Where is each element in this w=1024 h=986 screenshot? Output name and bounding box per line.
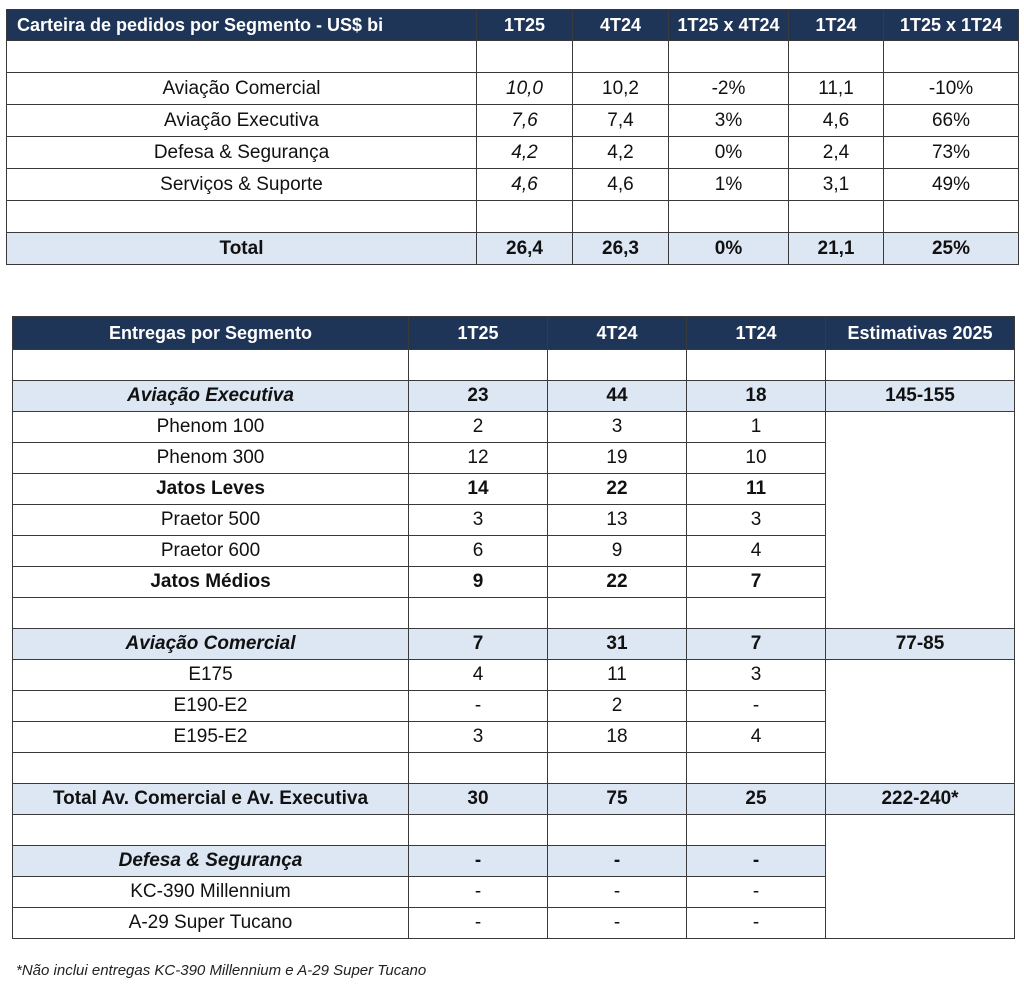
model-cell: Jatos Médios — [13, 567, 409, 598]
total-value: 30 — [409, 784, 548, 815]
backlog-header-1t25: 1T25 — [477, 10, 573, 41]
footnote: *Não inclui entregas KC-390 Millennium e A-29 Super Tucano — [16, 962, 427, 979]
model-cell: Jatos Leves — [13, 474, 409, 505]
deliveries-header-1t25: 1T25 — [409, 317, 548, 350]
value-cell: 7 — [687, 629, 826, 660]
total-value: 21,1 — [789, 233, 884, 265]
value-cell: 4,2 — [573, 137, 669, 169]
segment-subtotal-row — [13, 629, 1015, 660]
value-cell: 3,1 — [789, 169, 884, 201]
value-cell: 11,1 — [789, 73, 884, 105]
deliveries-table — [12, 316, 1015, 939]
segment-cell: Defesa & Segurança — [13, 846, 409, 877]
backlog-table — [6, 9, 1019, 265]
model-cell: E195-E2 — [13, 722, 409, 753]
value-cell: 7,6 — [477, 105, 573, 137]
segment-cell: Aviação Executiva — [7, 105, 477, 137]
segment-cell: Aviação Comercial — [13, 629, 409, 660]
value-cell: - — [409, 691, 548, 722]
value-cell: 3 — [409, 505, 548, 536]
value-cell: 1% — [669, 169, 789, 201]
grand-total-row — [13, 784, 1015, 815]
value-cell: 4,6 — [477, 169, 573, 201]
value-cell: - — [409, 846, 548, 877]
value-cell: 4 — [687, 536, 826, 567]
estimate-blank-cell — [826, 815, 1015, 939]
segment-cell: Defesa & Segurança — [7, 137, 477, 169]
total-value: 26,4 — [477, 233, 573, 265]
backlog-header-1t25x4t24: 1T25 x 4T24 — [669, 10, 789, 41]
value-cell: - — [409, 877, 548, 908]
table-row — [7, 105, 1019, 137]
value-cell: 9 — [548, 536, 687, 567]
value-cell: 0% — [669, 137, 789, 169]
estimate-cell: 222-240* — [826, 784, 1015, 815]
backlog-header-segment: Carteira de pedidos por Segmento - US$ bi — [7, 10, 477, 41]
value-cell: - — [548, 877, 687, 908]
value-cell: 23 — [409, 381, 548, 412]
value-cell: 11 — [548, 660, 687, 691]
value-cell: 7 — [409, 629, 548, 660]
model-cell: Praetor 600 — [13, 536, 409, 567]
blank-row — [13, 350, 1015, 381]
total-label: Total — [7, 233, 477, 265]
table-row — [13, 660, 1015, 691]
table-row — [13, 412, 1015, 443]
value-cell: 19 — [548, 443, 687, 474]
backlog-header-row — [7, 10, 1019, 41]
value-cell: - — [687, 877, 826, 908]
estimate-blank-cell — [826, 660, 1015, 784]
value-cell: 4 — [409, 660, 548, 691]
total-value: 26,3 — [573, 233, 669, 265]
value-cell: 66% — [884, 105, 1019, 137]
value-cell: 73% — [884, 137, 1019, 169]
backlog-header-1t25x1t24: 1T25 x 1T24 — [884, 10, 1019, 41]
value-cell: - — [548, 908, 687, 939]
table-row — [7, 137, 1019, 169]
value-cell: 3% — [669, 105, 789, 137]
model-cell: E175 — [13, 660, 409, 691]
value-cell: -2% — [669, 73, 789, 105]
blank-row — [13, 815, 1015, 846]
value-cell: 4 — [687, 722, 826, 753]
value-cell: 10,2 — [573, 73, 669, 105]
deliveries-header-4t24: 4T24 — [548, 317, 687, 350]
blank-row — [7, 41, 1019, 73]
segment-cell: Serviços & Suporte — [7, 169, 477, 201]
deliveries-header-estimates: Estimativas 2025 — [826, 317, 1015, 350]
value-cell: 4,2 — [477, 137, 573, 169]
value-cell: 31 — [548, 629, 687, 660]
value-cell: 10,0 — [477, 73, 573, 105]
value-cell: 22 — [548, 474, 687, 505]
value-cell: 44 — [548, 381, 687, 412]
value-cell: - — [687, 846, 826, 877]
model-cell: Phenom 100 — [13, 412, 409, 443]
table-row — [7, 169, 1019, 201]
value-cell: 2 — [409, 412, 548, 443]
value-cell: 4,6 — [789, 105, 884, 137]
model-cell: E190-E2 — [13, 691, 409, 722]
estimate-blank-cell — [826, 412, 1015, 629]
model-cell: A-29 Super Tucano — [13, 908, 409, 939]
value-cell: 9 — [409, 567, 548, 598]
total-row — [7, 233, 1019, 265]
segment-cell: Aviação Comercial — [7, 73, 477, 105]
value-cell: 3 — [548, 412, 687, 443]
total-value: 0% — [669, 233, 789, 265]
value-cell: 18 — [548, 722, 687, 753]
value-cell: 3 — [409, 722, 548, 753]
total-value: 25% — [884, 233, 1019, 265]
value-cell: 6 — [409, 536, 548, 567]
value-cell: 3 — [687, 505, 826, 536]
value-cell: 10 — [687, 443, 826, 474]
value-cell: 1 — [687, 412, 826, 443]
value-cell: - — [548, 846, 687, 877]
backlog-header-1t24: 1T24 — [789, 10, 884, 41]
value-cell: 4,6 — [573, 169, 669, 201]
model-cell: Phenom 300 — [13, 443, 409, 474]
value-cell: 2 — [548, 691, 687, 722]
value-cell: 7 — [687, 567, 826, 598]
value-cell: 2,4 — [789, 137, 884, 169]
total-value: 25 — [687, 784, 826, 815]
value-cell: 11 — [687, 474, 826, 505]
model-cell: KC-390 Millennium — [13, 877, 409, 908]
total-value: 75 — [548, 784, 687, 815]
value-cell: 3 — [687, 660, 826, 691]
value-cell: 7,4 — [573, 105, 669, 137]
deliveries-header-row — [13, 317, 1015, 350]
segment-cell: Aviação Executiva — [13, 381, 409, 412]
blank-row — [7, 201, 1019, 233]
value-cell: 22 — [548, 567, 687, 598]
value-cell: 49% — [884, 169, 1019, 201]
segment-subtotal-row — [13, 381, 1015, 412]
deliveries-header-segment: Entregas por Segmento — [13, 317, 409, 350]
value-cell: 18 — [687, 381, 826, 412]
deliveries-header-1t24: 1T24 — [687, 317, 826, 350]
value-cell: - — [687, 691, 826, 722]
table-row — [7, 73, 1019, 105]
value-cell: 13 — [548, 505, 687, 536]
value-cell: -10% — [884, 73, 1019, 105]
model-cell: Praetor 500 — [13, 505, 409, 536]
value-cell: 12 — [409, 443, 548, 474]
total-label: Total Av. Comercial e Av. Executiva — [13, 784, 409, 815]
value-cell: - — [687, 908, 826, 939]
estimate-cell: 145-155 — [826, 381, 1015, 412]
value-cell: - — [409, 908, 548, 939]
value-cell: 14 — [409, 474, 548, 505]
backlog-header-4t24: 4T24 — [573, 10, 669, 41]
estimate-cell: 77-85 — [826, 629, 1015, 660]
